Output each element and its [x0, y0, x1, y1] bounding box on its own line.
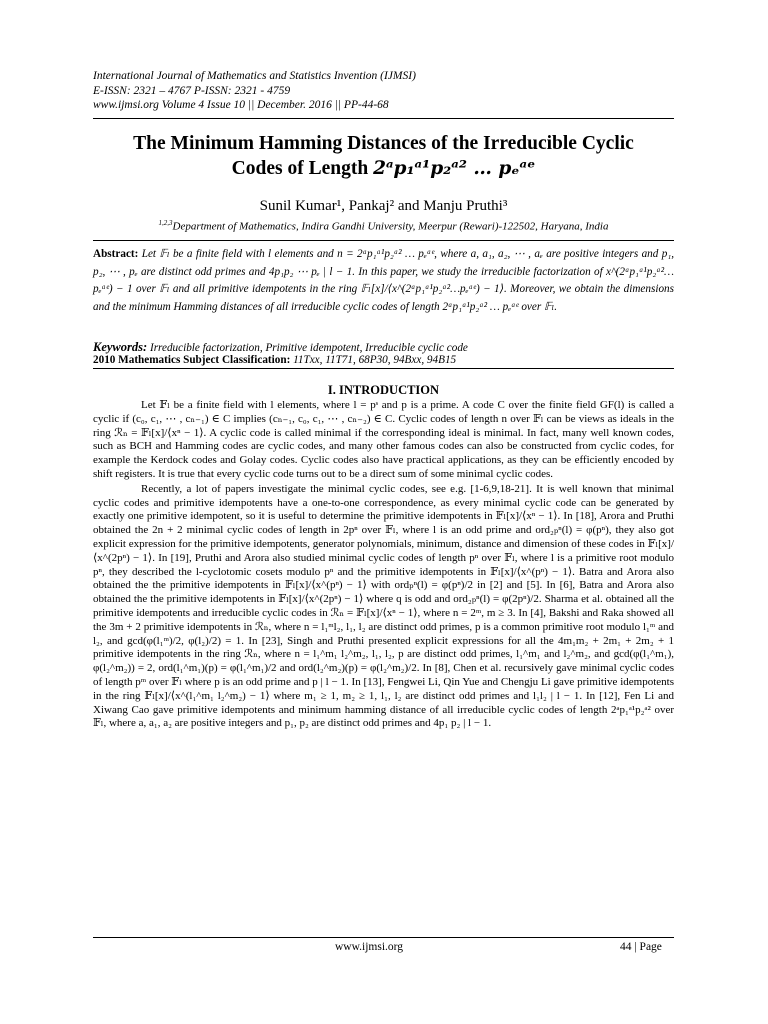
journal-name: International Journal of Mathematics and Statistics Invention (IJMSI): [93, 70, 416, 82]
msc-classification: [93, 353, 674, 367]
footer-url: www.ijmsi.org: [335, 941, 404, 953]
msc-text: 11Txx, 11T71, 68P30, 94Bxx, 94B15: [293, 354, 457, 366]
affiliation: [93, 216, 674, 234]
journal-volume: www.ijmsi.org Volume 4 Issue 10 || December. 2016 || PP-44-68: [93, 99, 389, 111]
affiliation-text: Department of Mathematics, Indira Gandhi University, Meerpur (Rewari)-122502, Haryana, India: [172, 220, 609, 233]
page-number: 44 | Page: [620, 941, 662, 953]
paper-title: [93, 131, 674, 181]
paragraph: Recently, a lot of papers investigate the minimal cyclic codes, see e.g. [1-6,9,18-21]. It is well known that minimal cyclic codes and primitive idempotents have a one-to-one correspondence, as every minimal cyclic code can be generated by exactly one primitive idempotent, so it is useful to determine the primitive idempotents in 𝔽ₗ[x]/⟨xⁿ − 1⟩. In [18], Arora and Pruthi obtained the 2n + 2 minimal cyclic codes of length in 2pⁿ over 𝔽ₗ, where l is an odd prime and ord₂ₚⁿ(l) = φ(pⁿ), they also got explicit expression for the primitive idempotents, generator polynomials, minimum, distance and dimension of these codes in 𝔽ₗ[x]/⟨x^(2pⁿ) − 1⟩. In [19], Pruthi and Arora also studied minimal cyclic codes of length pⁿ over 𝔽ₗ, where l is a primitive root modulo pⁿ, they described the l-cyclotomic cosets modulo pⁿ and the primitive idempotents in 𝔽ₗ[x]/⟨x^(pⁿ) − 1⟩. Batra and Arora also obtained the the primitive idempotents in 𝔽ₗ[x]/⟨x^(pⁿ) − 1⟩ with ordₚⁿ(l) = φ(pⁿ)/2 in [2] and [5]. In [6], Batra and Arora also obtained the the primitive idempotents in 𝔽ₗ[x]/⟨x^(2pⁿ) − 1⟩ where q is odd and ord₂ₚⁿ(l) = φ(2pⁿ)/2. Sharma et al. obtained all the primitive idempotents and irreducible cyclic codes in ℛₙ = 𝔽ₗ[x]/⟨xⁿ − 1⟩, where n = 2ᵐ, m ≥ 3. In [4], Bakshi and Raka showed all the 3m + 2 primitive idempotents in ℛₙ, where n = l₁ᵐl₂, l₁, l₂ are distinct odd primes, p is a common primitive root modulo l₁ᵐ and l₂, and gcd(φ(l₁ᵐ)/2, φ(l₂)/2) = 1. In [23], Singh and Pruthi presented explicit expressions for all the 4m₁m₂ + 2m₁ + 2m₂ + 1 primitive idempotents in the ring ℛₙ, where n = l₁^m₁ l₂^m₂, l₁, l₂, p are distinct odd primes, l₁^m₁ and l₂^m₂, and gcd(φ(l₁^m₁), φ(l₂^m₂)) = 2, ord(l₁^m₁)(p) = φ(l₁^m₁)/2 and ord(l₂^m₂)(p) = φ(l₂^m₂)/2. In [8], Chen et al. recursively gave minimal cyclic codes of length pᵐ over 𝔽ₗ where p is an odd prime and p | l − 1. In [13], Fengwei Li, Qin Yue and Chengju Li gave primitive idempotents in the ring 𝔽ₗ[x]/⟨x^(l₁^m₁ l₂^m₂) − 1⟩ where m₁ ≥ 1, m₂ ≥ 1, l₁, l₂ are distinct odd primes and l₁l₂ | l − 1. In [12], Fen Li and Xiwang Cao gave primitive idempotents and minimum hamming distance of all irreducible cyclic codes of length 2ᵃp₁ᵃ¹p₂ᵃ² over 𝔽ₗ, where a, a₁, a₂ are positive integers and p₁, p₂ are distinct odd primes and 4p₁ p₂ | l − 1.: [93, 482, 674, 730]
introduction-body: [93, 399, 674, 731]
title-line-2: [93, 156, 674, 181]
title-line-1: The Minimum Hamming Distances of the Irreducible Cyclic: [133, 133, 634, 154]
msc-label: 2010 Mathematics Subject Classification:: [93, 354, 291, 366]
header-rule: [93, 118, 674, 119]
abstract-bottom-rule: [93, 368, 674, 369]
title-line-2-text: Codes of Length: [231, 158, 374, 179]
section-heading: I. INTRODUCTION: [327, 383, 440, 397]
authors: Sunil Kumar¹, Pankaj² and Manju Pruthi³: [259, 198, 508, 214]
journal-issn: E-ISSN: 2321 – 4767 P-ISSN: 2321 - 4759: [93, 84, 291, 97]
footer-rule: [93, 937, 674, 938]
paragraph: Let 𝔽ₗ be a finite field with l elements, where l = pˢ and p is a prime. A code C over the finite field GF(l) is called a cyclic if (c₀, c₁, ⋯ , cₙ₋₁) ∈ C implies (cₙ₋₁, c₀, c₁, ⋯ , cₙ₋₂) ∈ C. Cyclic codes of length n over 𝔽ₗ can be views as ideals in the ring ℛₙ = 𝔽ₗ[x]/⟨xⁿ − 1⟩. A cyclic code is called minimal if the corresponding ideal is minimal. In fact, many well known codes, such as BCH and Hamming codes are cyclic codes, and many other famous codes can also be constructed from cyclic codes, for example the Kerdock codes and Golay codes. Cyclic codes also have practical applications, as they can be efficiently encoded by shift registers. It is true that every cyclic code turns out to be a direct sum of some minimal cyclic codes.: [93, 399, 674, 480]
journal-header: [93, 69, 693, 113]
abstract: [93, 246, 674, 316]
affiliation-marker: 1,2,3: [158, 219, 173, 227]
abstract-top-rule: [93, 240, 674, 241]
keywords-text: Irreducible factorization, Primitive idempotent, Irreducible cyclic code: [149, 342, 468, 354]
abstract-text: Let 𝔽ₗ be a finite field with l elements and n = 2ᵃp₁ᵃ¹p₂ᵃ² … pₑᵃᵉ, where a, a₁, a₂, ⋯ , aₑ are positive integers and p₁, p₂, ⋯ , pₑ are distinct odd primes and 4p₁p₂ ⋯ pₑ | l − 1. In this paper, we study the irreducible factorization of x^(2ᵃp₁ᵃ¹p₂ᵃ²…pₑᵃᵉ) − 1 over 𝔽ₗ and all primitive idempotents in the ring 𝔽ₗ[x]/⟨x^(2ᵃp₁ᵃ¹p₂ᵃ²…pₑᵃᵉ) − 1⟩. Moreover, we obtain the dimensions and the minimum Hamming distances of all irreducible cyclic codes of length 2ᵃp₁ᵃ¹p₂ᵃ² … pₑᵃᵉ over 𝔽ₗ.: [93, 248, 675, 313]
keywords-label: Keywords:: [93, 340, 148, 354]
title-line-2-math: 2ᵃp₁ᵃ¹p₂ᵃ² … pₑᵃᵉ: [373, 158, 536, 179]
abstract-label: Abstract:: [93, 248, 139, 260]
